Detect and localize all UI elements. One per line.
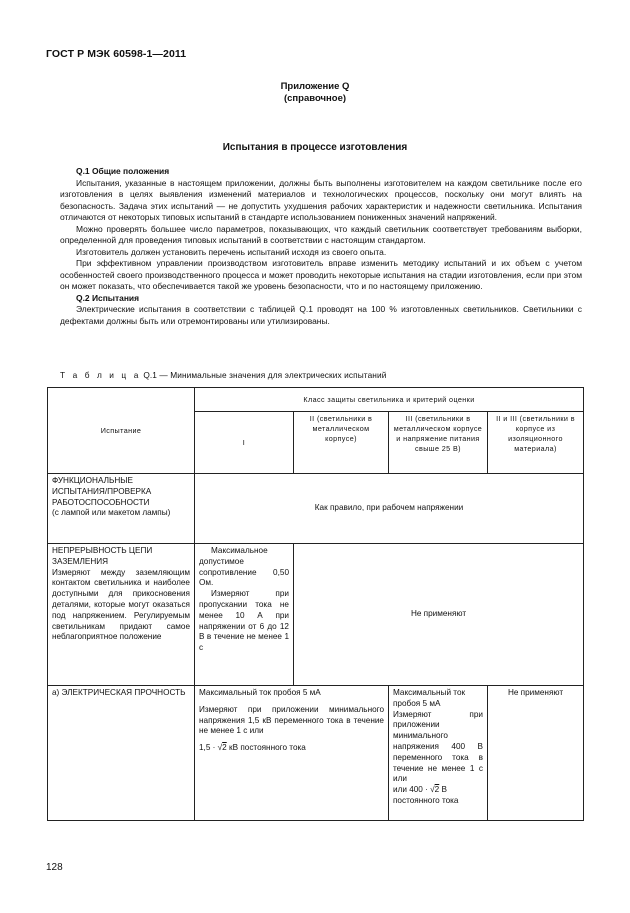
table-row xyxy=(48,544,584,686)
row1-desc: (с лампой или макетом лампы) xyxy=(52,508,171,518)
tests-table xyxy=(47,387,584,821)
body-text xyxy=(60,166,582,327)
row3-class4: Не применяют xyxy=(488,686,584,821)
q1-paragraph-1: Испытания, указанные в настоящем приложении, должны быть выполнены изготовителем на каждом светильнике после его изготовления в целях выявления изменений материалов и технологических процессов, поскольку они могут влиять на безопасность. Задача этих испытаний — не допустить ухудшения рабочих характеристик и надежности светильника. Испытания отличаются от некоторых типовых испытаний в стандарте использованием пониженных значений напряжений. xyxy=(60,177,582,222)
row2-class1-method: Измеряют при пропускании тока не менее 10 А при напряжении от 6 до 12 В в течение не менее 1 с xyxy=(199,589,289,653)
row3-class12-dc xyxy=(199,743,384,754)
annex-title: Приложение Q xyxy=(280,81,350,92)
row3-class3-dc xyxy=(393,785,483,807)
row1-name: ФУНКЦИОНАЛЬНЫЕ ИСПЫТАНИЯ/ПРОВЕРКА РАБОТОСПОСОБНОСТИ xyxy=(52,476,152,507)
q1-heading: Q.1 Общие положения xyxy=(76,166,170,176)
row1-value: Как правило, при рабочем напряжении xyxy=(195,474,584,544)
page-number: 128 xyxy=(46,862,63,873)
q1-paragraph-4: При эффективном управлении производством изготовитель вправе изменить методику испытаний и их объем с учетом особенностей своего производственного процесса и может проводить некоторые испытания на стадии изготовления, если при этом он может показать, что обеспечивается такой же уровень безопасности, что и по настоящему приложению. xyxy=(60,258,582,291)
header-test: Испытание xyxy=(48,388,195,474)
q2-paragraph-1: Электрические испытания в соответствии с таблицей Q.1 проводят на 100 % изготовленных светильников. Светильники с дефектами должны быть или отремонтированы или утилизированы. xyxy=(60,304,582,326)
row3-class3 xyxy=(389,686,488,821)
row3-class12-dc-factor: 1,5 · xyxy=(199,743,216,753)
sqrt-symbol-icon: √2 xyxy=(430,785,440,795)
row3-class3-method: Измеряют при приложении минимального напряжения 400 В переменного тока в течение не менее 1 с или xyxy=(393,709,483,784)
header-class-4: II и III (светильники в корпусе из изоляционного материала) xyxy=(488,412,584,474)
row2-name: НЕПРЕРЫВНОСТЬ ЦЕПИ ЗАЗЕМЛЕНИЯ xyxy=(52,546,153,566)
header-class-1: I xyxy=(195,412,294,474)
header-class-3: III (светильники в металлическом корпусе и напряжение питания свыше 25 В) xyxy=(389,412,488,474)
table-caption-prefix: Т а б л и ц а xyxy=(60,370,141,380)
q1-paragraph-2: Можно проверять большее число параметров, показывающих, что каждый светильник соответствует требованиям выборки, определенной для проведения типовых испытаний в соответствии с настоящим стандартом. xyxy=(60,223,582,245)
q1-paragraph-3: Изготовитель должен установить перечень испытаний исходя из своего опыта. xyxy=(76,246,387,257)
row3-class3-dc-factor: или 400 · xyxy=(393,785,428,795)
row3-test xyxy=(48,686,195,821)
header-class-group: Класс защиты светильника и критерий оценки xyxy=(195,388,584,412)
row2-test xyxy=(48,544,195,686)
row3-class12-dc-radicand: 2 xyxy=(222,743,227,753)
row3-class12-dc-unit: кВ постоянного тока xyxy=(229,743,306,753)
table-caption xyxy=(60,370,386,380)
row3-class12 xyxy=(195,686,389,821)
document-header: ГОСТ Р МЭК 60598-1—2011 xyxy=(46,48,187,60)
table-row xyxy=(48,686,584,821)
row3-class12-method: Измеряют при приложении минимального напряжения 1,5 кВ переменного тока в течение не менее 1 с или xyxy=(199,704,384,736)
header-class-2: II (светильники в металлическом корпусе) xyxy=(294,412,389,474)
annex-note: (справочное) xyxy=(283,93,347,104)
row3-class3-limit: Максимальный ток пробоя 5 мА xyxy=(393,688,466,708)
row1-test xyxy=(48,474,195,544)
row2-class1 xyxy=(195,544,294,686)
sqrt-symbol-icon: √2 xyxy=(217,743,227,753)
row3-class3-dc-radicand: 2 xyxy=(434,785,440,795)
annex-heading xyxy=(0,81,630,105)
table-caption-text: Q.1 — Минимальные значения для электрических испытаний xyxy=(143,370,387,380)
row3-class12-limit: Максимальный ток пробоя 5 мА xyxy=(199,688,321,697)
row2-class1-limit: Максимальное допустимое сопротивление 0,50 Ом. xyxy=(199,546,289,588)
row2-desc: Измеряют между заземляющим контактом светильника и наиболее доступными для прикосновения деталями, которые могут оказаться под напряжением. Регулируемым светильникам придают самое неблагоприятное положение xyxy=(52,567,190,642)
q2-heading: Q.2 Испытания xyxy=(76,292,140,303)
row3-class3-dc-unit: В постоянного тока xyxy=(393,785,459,805)
row2-other: Не применяют xyxy=(294,544,584,686)
section-title: Испытания в процессе изготовления xyxy=(222,142,408,153)
table-row xyxy=(48,474,584,544)
row3-name: а) ЭЛЕКТРИЧЕСКАЯ ПРОЧНОСТЬ xyxy=(52,688,186,697)
